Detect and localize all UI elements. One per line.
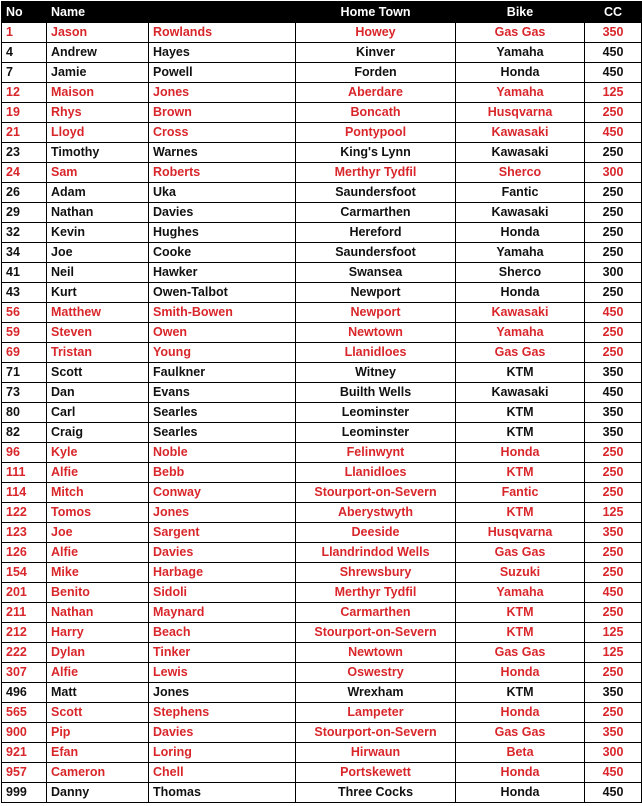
cell-no: 80 [2, 403, 47, 423]
cell-bike: Honda [456, 223, 585, 243]
table-row [2, 63, 642, 83]
cell-last-name: Davies [149, 723, 296, 743]
cell-home-town: Stourport-on-Severn [296, 483, 456, 503]
cell-no: 122 [2, 503, 47, 523]
cell-home-town: Merthyr Tydfil [296, 163, 456, 183]
cell-first-name: Alfie [47, 543, 149, 563]
cell-bike: Husqvarna [456, 103, 585, 123]
cell-bike: KTM [456, 623, 585, 643]
cell-bike: KTM [456, 363, 585, 383]
cell-cc: 250 [585, 563, 642, 583]
cell-first-name: Scott [47, 363, 149, 383]
cell-bike: Sherco [456, 263, 585, 283]
cell-last-name: Jones [149, 503, 296, 523]
header-no: No [2, 2, 47, 23]
table-row [2, 303, 642, 323]
cell-first-name: Sam [47, 163, 149, 183]
cell-cc: 250 [585, 463, 642, 483]
cell-cc: 250 [585, 603, 642, 623]
cell-last-name: Young [149, 343, 296, 363]
cell-first-name: Harry [47, 623, 149, 643]
cell-bike: Gas Gas [456, 343, 585, 363]
cell-cc: 250 [585, 203, 642, 223]
cell-no: 921 [2, 743, 47, 763]
table-row [2, 643, 642, 663]
cell-home-town: Leominster [296, 423, 456, 443]
table-row [2, 443, 642, 463]
table-row [2, 543, 642, 563]
cell-home-town: Stourport-on-Severn [296, 723, 456, 743]
cell-first-name: Kevin [47, 223, 149, 243]
table-row [2, 463, 642, 483]
cell-first-name: Matthew [47, 303, 149, 323]
table-row [2, 563, 642, 583]
table-row [2, 663, 642, 683]
cell-cc: 250 [585, 343, 642, 363]
table-row [2, 343, 642, 363]
cell-first-name: Kurt [47, 283, 149, 303]
cell-cc: 450 [585, 123, 642, 143]
cell-cc: 350 [585, 403, 642, 423]
cell-home-town: Witney [296, 363, 456, 383]
cell-cc: 450 [585, 43, 642, 63]
table-row [2, 683, 642, 703]
cell-no: 71 [2, 363, 47, 383]
cell-home-town: Forden [296, 63, 456, 83]
cell-first-name: Neil [47, 263, 149, 283]
cell-first-name: Joe [47, 243, 149, 263]
cell-bike: Kawasaki [456, 303, 585, 323]
cell-bike: Gas Gas [456, 643, 585, 663]
cell-first-name: Nathan [47, 203, 149, 223]
cell-first-name: Nathan [47, 603, 149, 623]
cell-bike: Gas Gas [456, 723, 585, 743]
cell-home-town: Hirwaun [296, 743, 456, 763]
cell-last-name: Uka [149, 183, 296, 203]
cell-first-name: Dylan [47, 643, 149, 663]
cell-no: 96 [2, 443, 47, 463]
cell-first-name: Efan [47, 743, 149, 763]
cell-bike: Honda [456, 663, 585, 683]
cell-no: 123 [2, 523, 47, 543]
cell-last-name: Powell [149, 63, 296, 83]
cell-home-town: Three Cocks [296, 783, 456, 803]
cell-no: 21 [2, 123, 47, 143]
cell-home-town: Merthyr Tydfil [296, 583, 456, 603]
entry-list-sheet [1, 1, 642, 803]
cell-no: 24 [2, 163, 47, 183]
cell-last-name: Hughes [149, 223, 296, 243]
cell-cc: 250 [585, 243, 642, 263]
cell-no: 56 [2, 303, 47, 323]
cell-cc: 250 [585, 103, 642, 123]
cell-first-name: Benito [47, 583, 149, 603]
cell-first-name: Andrew [47, 43, 149, 63]
cell-last-name: Davies [149, 203, 296, 223]
cell-no: 26 [2, 183, 47, 203]
cell-home-town: Aberdare [296, 83, 456, 103]
cell-cc: 250 [585, 483, 642, 503]
header-name-spacer [149, 2, 296, 23]
cell-home-town: Saundersfoot [296, 243, 456, 263]
cell-bike: Honda [456, 283, 585, 303]
cell-last-name: Tinker [149, 643, 296, 663]
table-row [2, 283, 642, 303]
cell-first-name: Alfie [47, 463, 149, 483]
cell-no: 73 [2, 383, 47, 403]
cell-last-name: Cross [149, 123, 296, 143]
cell-last-name: Rowlands [149, 23, 296, 43]
cell-first-name: Rhys [47, 103, 149, 123]
cell-last-name: Owen [149, 323, 296, 343]
cell-home-town: Llanidloes [296, 463, 456, 483]
header-name: Name [47, 2, 149, 23]
cell-first-name: Lloyd [47, 123, 149, 143]
table-row [2, 123, 642, 143]
cell-cc: 250 [585, 283, 642, 303]
cell-home-town: Deeside [296, 523, 456, 543]
cell-home-town: Newport [296, 303, 456, 323]
table-row [2, 383, 642, 403]
cell-cc: 450 [585, 783, 642, 803]
cell-last-name: Davies [149, 543, 296, 563]
cell-last-name: Sidoli [149, 583, 296, 603]
cell-last-name: Jones [149, 683, 296, 703]
cell-cc: 350 [585, 423, 642, 443]
cell-bike: Sherco [456, 163, 585, 183]
header-row [2, 2, 642, 23]
cell-first-name: Timothy [47, 143, 149, 163]
cell-cc: 250 [585, 223, 642, 243]
cell-last-name: Faulkner [149, 363, 296, 383]
cell-cc: 250 [585, 443, 642, 463]
cell-no: 496 [2, 683, 47, 703]
cell-last-name: Lewis [149, 663, 296, 683]
cell-no: 307 [2, 663, 47, 683]
cell-no: 114 [2, 483, 47, 503]
cell-no: 12 [2, 83, 47, 103]
cell-last-name: Noble [149, 443, 296, 463]
cell-no: 957 [2, 763, 47, 783]
cell-last-name: Cooke [149, 243, 296, 263]
cell-bike: Kawasaki [456, 203, 585, 223]
cell-no: 43 [2, 283, 47, 303]
cell-first-name: Scott [47, 703, 149, 723]
cell-home-town: Oswestry [296, 663, 456, 683]
cell-home-town: King's Lynn [296, 143, 456, 163]
cell-last-name: Owen-Talbot [149, 283, 296, 303]
cell-no: 34 [2, 243, 47, 263]
table-row [2, 263, 642, 283]
cell-bike: Yamaha [456, 243, 585, 263]
cell-last-name: Searles [149, 403, 296, 423]
cell-bike: Fantic [456, 183, 585, 203]
cell-last-name: Jones [149, 83, 296, 103]
cell-home-town: Felinwynt [296, 443, 456, 463]
cell-bike: Suzuki [456, 563, 585, 583]
table-row [2, 703, 642, 723]
cell-no: 23 [2, 143, 47, 163]
cell-cc: 250 [585, 143, 642, 163]
cell-first-name: Matt [47, 683, 149, 703]
cell-first-name: Adam [47, 183, 149, 203]
cell-bike: Husqvarna [456, 523, 585, 543]
cell-cc: 250 [585, 183, 642, 203]
cell-home-town: Leominster [296, 403, 456, 423]
cell-bike: Kawasaki [456, 123, 585, 143]
cell-no: 565 [2, 703, 47, 723]
cell-home-town: Howey [296, 23, 456, 43]
cell-bike: KTM [456, 683, 585, 703]
cell-first-name: Dan [47, 383, 149, 403]
table-row [2, 243, 642, 263]
cell-first-name: Steven [47, 323, 149, 343]
cell-first-name: Joe [47, 523, 149, 543]
table-row [2, 723, 642, 743]
cell-no: 69 [2, 343, 47, 363]
cell-bike: Yamaha [456, 323, 585, 343]
cell-bike: Fantic [456, 483, 585, 503]
cell-first-name: Pip [47, 723, 149, 743]
cell-home-town: Carmarthen [296, 603, 456, 623]
table-row [2, 83, 642, 103]
table-row [2, 623, 642, 643]
cell-last-name: Searles [149, 423, 296, 443]
cell-bike: Kawasaki [456, 383, 585, 403]
cell-cc: 350 [585, 683, 642, 703]
cell-cc: 125 [585, 623, 642, 643]
cell-home-town: Stourport-on-Severn [296, 623, 456, 643]
cell-last-name: Evans [149, 383, 296, 403]
cell-last-name: Thomas [149, 783, 296, 803]
cell-no: 900 [2, 723, 47, 743]
cell-bike: Beta [456, 743, 585, 763]
cell-first-name: Alfie [47, 663, 149, 683]
cell-no: 211 [2, 603, 47, 623]
cell-last-name: Roberts [149, 163, 296, 183]
cell-last-name: Chell [149, 763, 296, 783]
table-row [2, 103, 642, 123]
cell-first-name: Tomos [47, 503, 149, 523]
table-row [2, 603, 642, 623]
table-row [2, 503, 642, 523]
cell-no: 4 [2, 43, 47, 63]
cell-bike: Honda [456, 63, 585, 83]
cell-home-town: Shrewsbury [296, 563, 456, 583]
cell-last-name: Loring [149, 743, 296, 763]
cell-bike: KTM [456, 603, 585, 623]
cell-first-name: Craig [47, 423, 149, 443]
cell-first-name: Jason [47, 23, 149, 43]
cell-no: 999 [2, 783, 47, 803]
cell-last-name: Smith-Bowen [149, 303, 296, 323]
cell-last-name: Sargent [149, 523, 296, 543]
cell-cc: 300 [585, 263, 642, 283]
cell-bike: Honda [456, 443, 585, 463]
table-row [2, 743, 642, 763]
cell-cc: 125 [585, 643, 642, 663]
table-row [2, 163, 642, 183]
cell-last-name: Conway [149, 483, 296, 503]
table-row [2, 583, 642, 603]
cell-home-town: Pontypool [296, 123, 456, 143]
cell-last-name: Maynard [149, 603, 296, 623]
cell-no: 212 [2, 623, 47, 643]
cell-no: 222 [2, 643, 47, 663]
cell-first-name: Jamie [47, 63, 149, 83]
cell-home-town: Wrexham [296, 683, 456, 703]
table-row [2, 323, 642, 343]
cell-last-name: Hayes [149, 43, 296, 63]
cell-cc: 250 [585, 703, 642, 723]
cell-cc: 300 [585, 743, 642, 763]
cell-cc: 250 [585, 663, 642, 683]
cell-home-town: Hereford [296, 223, 456, 243]
table-row [2, 523, 642, 543]
cell-home-town: Llandrindod Wells [296, 543, 456, 563]
cell-bike: KTM [456, 463, 585, 483]
cell-last-name: Warnes [149, 143, 296, 163]
cell-bike: Yamaha [456, 43, 585, 63]
cell-first-name: Cameron [47, 763, 149, 783]
cell-first-name: Tristan [47, 343, 149, 363]
table-row [2, 43, 642, 63]
cell-no: 32 [2, 223, 47, 243]
cell-last-name: Harbage [149, 563, 296, 583]
table-body [2, 23, 642, 803]
header-bike: Bike [456, 2, 585, 23]
cell-cc: 450 [585, 63, 642, 83]
cell-cc: 450 [585, 383, 642, 403]
cell-bike: Honda [456, 783, 585, 803]
cell-cc: 350 [585, 363, 642, 383]
cell-home-town: Swansea [296, 263, 456, 283]
cell-home-town: Newtown [296, 643, 456, 663]
cell-no: 1 [2, 23, 47, 43]
table-row [2, 143, 642, 163]
cell-no: 29 [2, 203, 47, 223]
cell-cc: 300 [585, 163, 642, 183]
cell-home-town: Portskewett [296, 763, 456, 783]
cell-no: 7 [2, 63, 47, 83]
cell-first-name: Mike [47, 563, 149, 583]
table-row [2, 223, 642, 243]
cell-first-name: Maison [47, 83, 149, 103]
cell-cc: 250 [585, 543, 642, 563]
cell-cc: 450 [585, 763, 642, 783]
cell-home-town: Carmarthen [296, 203, 456, 223]
table-row [2, 763, 642, 783]
table-row [2, 23, 642, 43]
cell-home-town: Newport [296, 283, 456, 303]
cell-bike: Honda [456, 763, 585, 783]
cell-cc: 125 [585, 83, 642, 103]
table-row [2, 183, 642, 203]
cell-no: 126 [2, 543, 47, 563]
cell-home-town: Aberystwyth [296, 503, 456, 523]
cell-home-town: Kinver [296, 43, 456, 63]
cell-no: 59 [2, 323, 47, 343]
cell-no: 201 [2, 583, 47, 603]
cell-home-town: Builth Wells [296, 383, 456, 403]
cell-first-name: Kyle [47, 443, 149, 463]
cell-home-town: Newtown [296, 323, 456, 343]
cell-no: 154 [2, 563, 47, 583]
cell-bike: Yamaha [456, 583, 585, 603]
table-row [2, 783, 642, 803]
cell-home-town: Boncath [296, 103, 456, 123]
cell-bike: KTM [456, 423, 585, 443]
cell-last-name: Hawker [149, 263, 296, 283]
table-row [2, 483, 642, 503]
cell-cc: 125 [585, 503, 642, 523]
table-row [2, 363, 642, 383]
cell-last-name: Stephens [149, 703, 296, 723]
cell-cc: 250 [585, 323, 642, 343]
cell-cc: 450 [585, 583, 642, 603]
cell-bike: Kawasaki [456, 143, 585, 163]
cell-first-name: Carl [47, 403, 149, 423]
cell-last-name: Beach [149, 623, 296, 643]
cell-last-name: Brown [149, 103, 296, 123]
cell-first-name: Danny [47, 783, 149, 803]
table-row [2, 403, 642, 423]
cell-cc: 350 [585, 523, 642, 543]
cell-cc: 350 [585, 23, 642, 43]
cell-bike: KTM [456, 503, 585, 523]
entry-list-table [1, 1, 642, 803]
cell-cc: 450 [585, 303, 642, 323]
cell-first-name: Mitch [47, 483, 149, 503]
cell-home-town: Lampeter [296, 703, 456, 723]
table-row [2, 423, 642, 443]
header-home-town: Home Town [296, 2, 456, 23]
header-cc: CC [585, 2, 642, 23]
cell-last-name: Bebb [149, 463, 296, 483]
cell-no: 82 [2, 423, 47, 443]
cell-bike: Gas Gas [456, 23, 585, 43]
cell-bike: Honda [456, 703, 585, 723]
cell-home-town: Saundersfoot [296, 183, 456, 203]
cell-no: 19 [2, 103, 47, 123]
cell-home-town: Llanidloes [296, 343, 456, 363]
cell-bike: KTM [456, 403, 585, 423]
table-row [2, 203, 642, 223]
cell-no: 111 [2, 463, 47, 483]
cell-no: 41 [2, 263, 47, 283]
cell-cc: 350 [585, 723, 642, 743]
cell-bike: Gas Gas [456, 543, 585, 563]
cell-bike: Yamaha [456, 83, 585, 103]
